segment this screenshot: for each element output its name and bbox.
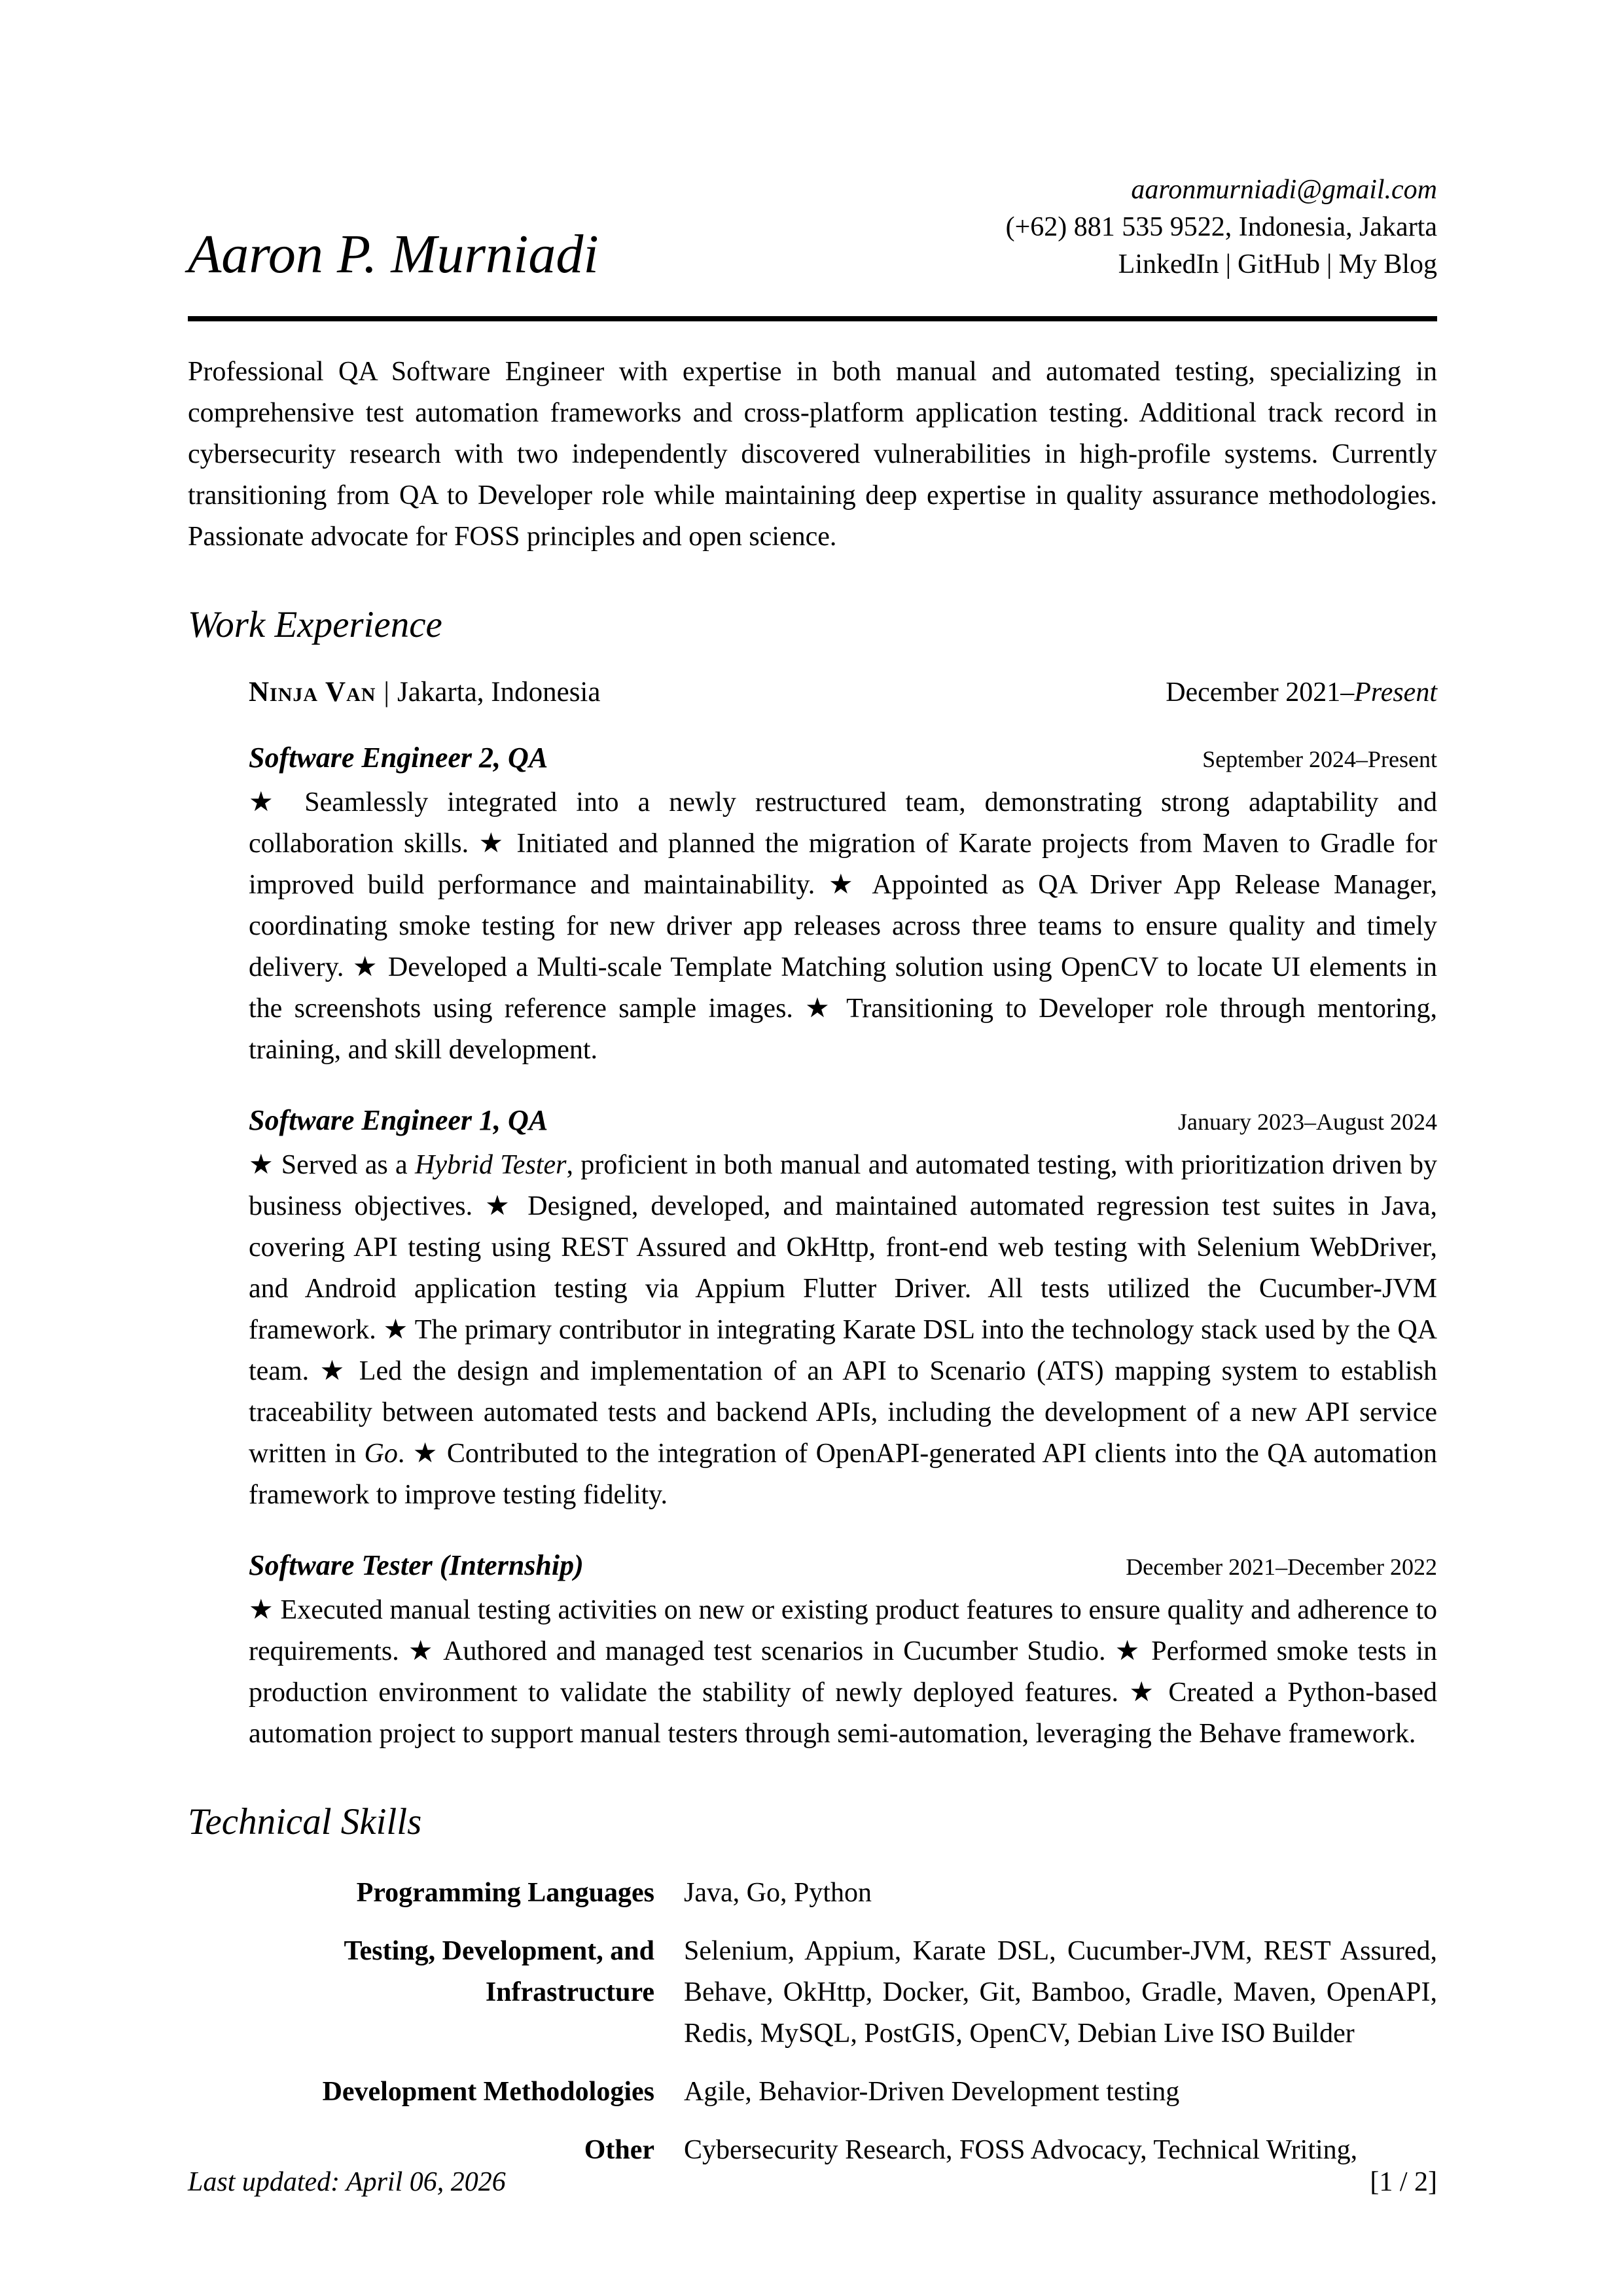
skill-value: Agile, Behavior-Driven Development testing — [684, 2077, 1180, 2108]
linkedin-link[interactable]: LinkedIn — [1118, 249, 1219, 279]
role-bullets — [249, 1145, 1437, 1516]
skill-label: Other — [584, 2135, 654, 2166]
skill-label: Testing, Development, and Infrastructure — [344, 1936, 654, 2008]
link-separator: | — [1327, 249, 1332, 279]
role-text-italic: Go — [364, 1438, 398, 1469]
role-software-engineer-2 — [249, 741, 1437, 1071]
company-dates-present: Present — [1354, 677, 1437, 708]
role-text-italic: Hybrid Tester — [415, 1149, 567, 1180]
technical-skills-section — [188, 1802, 1437, 2172]
company-dates-range: December 2021– — [1166, 677, 1355, 708]
company-location: Jakarta, Indonesia — [397, 676, 601, 708]
skill-value: Cybersecurity Research, FOSS Advocacy, Technical Writing, — [684, 2135, 1358, 2166]
skill-label: Development Methodologies — [322, 2077, 654, 2108]
role-bullets: ★ Executed manual testing activities on new or existing product features to ensure quality and adherence to requirements. ★ Authored and managed test scenarios in Cucumber Studio. ★ Performed smoke tests in production environment to validate the stability of newly deployed features. ★ Created a Python-based automation project to support manual testers through semi-automation, leveraging the Behave framework. — [249, 1594, 1437, 1749]
person-name: Aaron P. Murniadi — [188, 223, 599, 285]
role-dates: December 2021–December 2022 — [1126, 1553, 1437, 1580]
blog-link[interactable]: My Blog — [1338, 249, 1437, 279]
role-dates: September 2024–Present — [1202, 745, 1437, 772]
role-title: Software Engineer 1, QA — [249, 1103, 548, 1136]
profile-links — [1006, 246, 1437, 283]
role-dates: January 2023–August 2024 — [1178, 1108, 1437, 1135]
link-separator: | — [1225, 249, 1232, 279]
company-separator: | — [383, 676, 390, 708]
skill-label: Programming Languages — [356, 1878, 654, 1909]
company-line — [249, 676, 1437, 708]
role-software-engineer-1 — [249, 1103, 1437, 1516]
role-head — [249, 1103, 1437, 1137]
role-text: ★ Served as a — [249, 1149, 415, 1180]
skill-value: Selenium, Appium, Karate DSL, Cucumber-JVM, REST Assured, Behave, OkHttp, Docker, Git, Bamboo, Gradle, Maven, OpenAPI, Redis, MySQL, PostGIS, OpenCV, Debian Live ISO Builder — [684, 1936, 1437, 2049]
skills-table — [249, 1873, 1437, 2171]
role-bullets: ★ Seamlessly integrated into a newly restructured team, demonstrating strong adaptability and collaboration skills. ★ Initiated and planned the migration of Karate projects from Maven to Gradle for improved build performance and maintainability. ★ Appointed as QA Driver App Release Manager, coordinating smoke testing for new driver app releases across three teams to ensure quality and timely delivery. ★ Developed a Multi-scale Template Matching solution using OpenCV to locate UI elements in the screenshots using reference sample images. ★ Transitioning to Developer role through mentoring, training, and skill development. — [249, 787, 1437, 1065]
github-link[interactable]: GitHub — [1238, 249, 1321, 279]
role-text: , proficient in both manual and automated testing, with prioritization driven by business objectives. ★ Designed, developed, and maintained automated regression test suites in Java, covering API testing using REST Assured and OkHttp, front-end web testing with Selenium WebDriver, and Android application testing via Appium Flutter Driver. All tests utilized the Cucumber-JVM framework. ★ The primary contributor in integrating Karate DSL into the technology stack used by the QA team. ★ Led the design and implementation of an API to Scenario (ATS) mapping system to establish traceability between automated tests and backend APIs, including the development of a new API service written in — [249, 1149, 1437, 1469]
contact-info — [1006, 171, 1437, 283]
header-rule — [188, 316, 1437, 321]
phone-location: (+62) 881 535 9522, Indonesia, Jakarta — [1005, 212, 1437, 242]
role-title: Software Engineer 2, QA — [249, 741, 548, 774]
role-title: Software Tester (Internship) — [249, 1549, 584, 1581]
email-link[interactable]: aaronmurniadi@gmail.com — [1131, 175, 1437, 205]
header — [188, 171, 1437, 283]
professional-summary: Professional QA Software Engineer with expertise in both manual and automated testing, specializing in comprehensive test automation frameworks and cross-platform application testing. Additional track record in cybersecurity research with two independently discovered vulnerabilities in high-profile systems. Currently transitioning from QA to Developer role while maintaining deep expertise in quality assurance methodologies. Passionate advocate for FOSS principles and open science. — [188, 357, 1437, 552]
section-title-work-experience: Work Experience — [188, 604, 442, 645]
company-name: Ninja Van — [249, 676, 376, 708]
skill-value: Java, Go, Python — [684, 1878, 872, 1909]
role-text: . ★ Contributed to the integration of OpenAPI-generated API clients into the QA automation framework to improve testing fidelity. — [249, 1438, 1437, 1510]
role-software-tester-internship — [249, 1549, 1437, 1755]
last-updated: Last updated: April 06, 2026 — [188, 2167, 506, 2197]
company-dates — [1166, 677, 1437, 708]
role-head — [249, 1549, 1437, 1582]
work-entries — [188, 676, 1437, 1755]
work-experience-section — [188, 605, 1437, 1755]
footer — [188, 2166, 1437, 2198]
role-head — [249, 741, 1437, 774]
page-number: [1 / 2] — [1370, 2167, 1437, 2197]
section-title-technical-skills: Technical Skills — [188, 1801, 422, 1842]
